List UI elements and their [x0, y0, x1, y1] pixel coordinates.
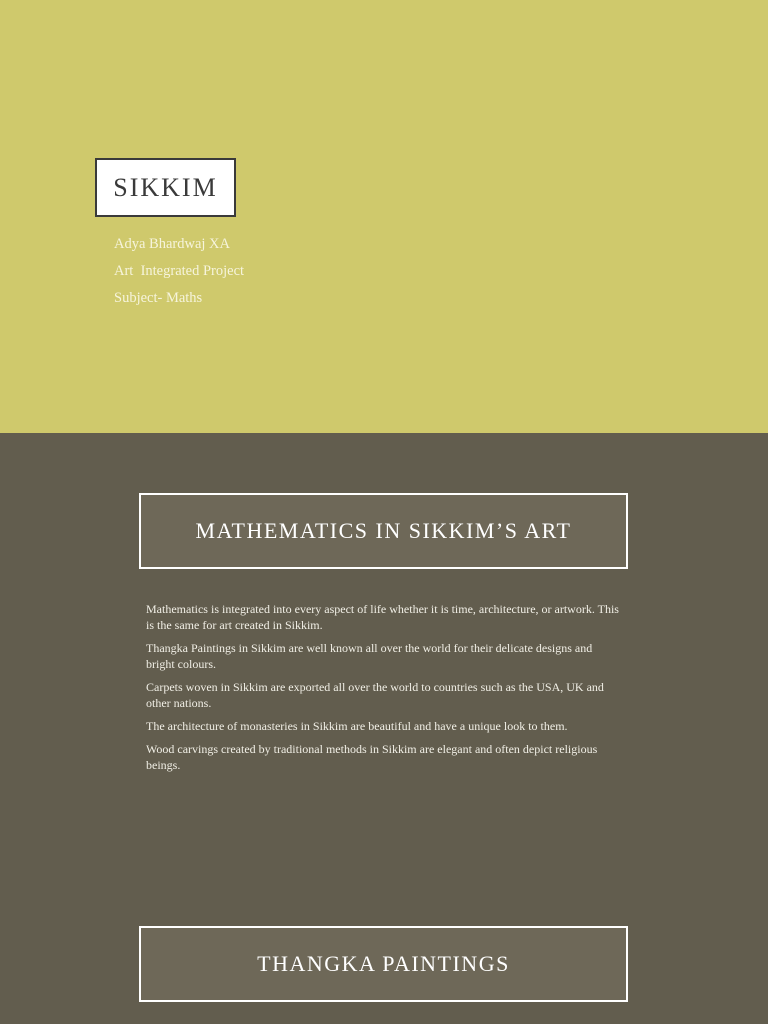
- paragraph: Carpets woven in Sikkim are exported all over the world to countries such as the USA, UK and other nations.: [146, 680, 604, 710]
- paragraph: Thangka Paintings in Sikkim are well known all over the world for their delicate designs and bright colours.: [146, 641, 593, 671]
- slide-heading: MATHEMATICS IN SIKKIM’S ART: [195, 518, 572, 543]
- paragraph: The architecture of monasteries in Sikkim are beautiful and have a unique look to them.: [146, 719, 568, 733]
- slide-title: SIKKIM: [113, 172, 218, 202]
- body-text: [146, 601, 621, 780]
- thangka-slide: [0, 866, 768, 1024]
- subject-line: Subject- Maths: [114, 290, 203, 306]
- heading-box: [139, 926, 628, 1002]
- title-box: [95, 158, 236, 217]
- slide-heading: THANGKA PAINTINGS: [257, 951, 510, 976]
- title-slide: [0, 0, 768, 433]
- subtitle-block: [114, 231, 244, 312]
- paragraph: Mathematics is integrated into every aspect of life whether it is time, architecture, or artwork. This is the same for art created in Sikkim.: [146, 602, 619, 632]
- math-in-art-slide: [0, 433, 768, 866]
- heading-box: [139, 493, 628, 569]
- paragraph: Wood carvings created by traditional methods in Sikkim are elegant and often depict religious beings.: [146, 742, 598, 772]
- author-line: Adya Bhardwaj XA: [114, 236, 230, 252]
- project-line: Art Integrated Project: [114, 263, 245, 279]
